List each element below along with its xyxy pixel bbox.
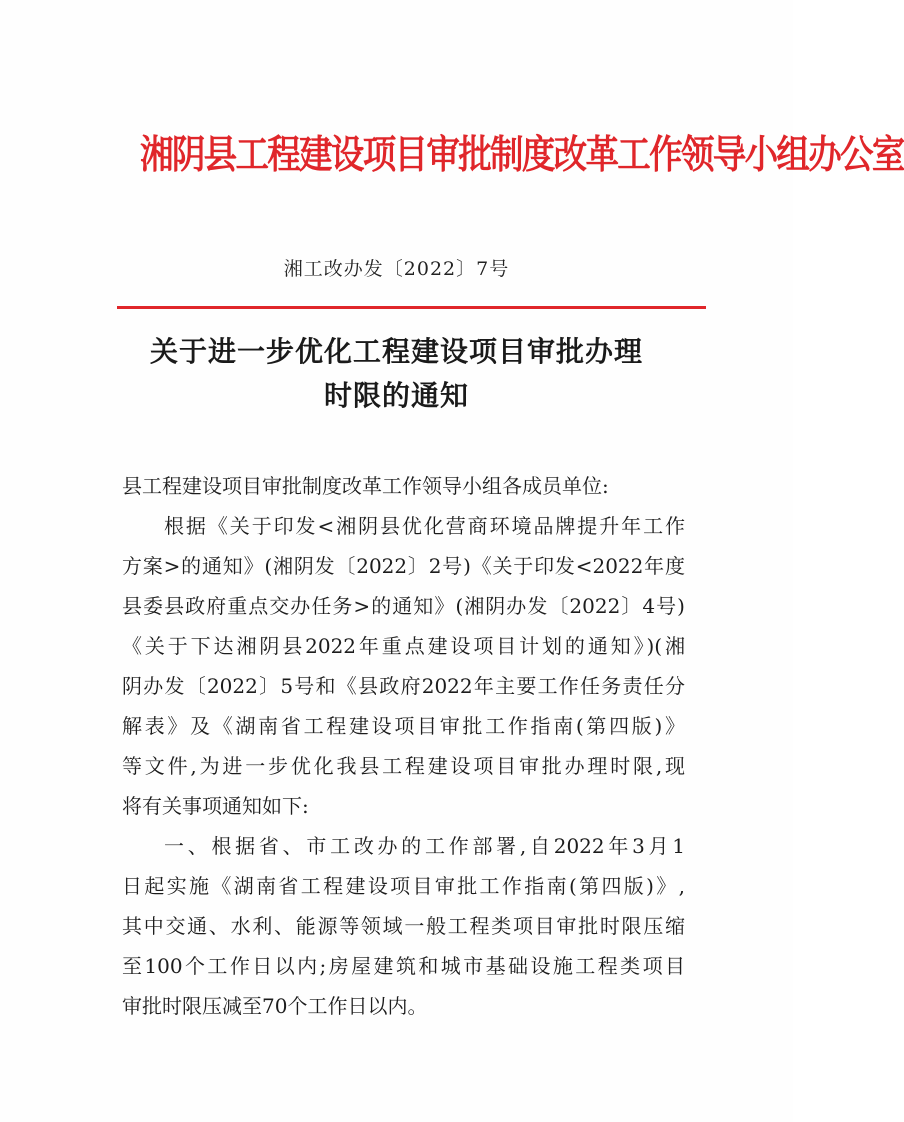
- paragraph-2-line: 审批时限压减至70个工作日以内。: [122, 994, 428, 1018]
- salutation: 县工程建设项目审批制度改革工作领导小组各成员单位:: [122, 474, 609, 498]
- paragraph-2-line: 一、根据省、市工改办的工作部署,自2022年3月1: [164, 834, 685, 858]
- paragraph-2: [122, 826, 685, 1026]
- paragraph-1-line: 等文件,为进一步优化我县工程建设项目审批办理时限,现: [122, 754, 685, 778]
- document-title: [0, 330, 793, 418]
- paragraph-1-line: 阴办发〔2022〕5号和《县政府2022年主要工作任务责任分: [122, 674, 685, 698]
- paragraph-1-line: 解表》及《湖南省工程建设项目审批工作指南(第四版)》: [122, 714, 685, 738]
- issuing-organization-header: 湘阴县工程建设项目审批制度改革工作领导小组办公室: [140, 132, 904, 178]
- title-line-2: 时限的通知: [323, 379, 469, 412]
- paragraph-1-line: 将有关事项通知如下:: [122, 794, 309, 818]
- paragraph-1: [122, 506, 685, 826]
- red-divider-line: [117, 306, 706, 309]
- paragraph-1-line: 方案>的通知》(湘阴发〔2022〕2号)《关于印发<2022年度: [122, 554, 685, 578]
- document-body: [122, 466, 685, 1026]
- paragraph-2-line: 至100个工作日以内;房屋建筑和城市基础设施工程类项目: [122, 954, 685, 978]
- paragraph-1-line: 县委县政府重点交办任务>的通知》(湘阴办发〔2022〕4号): [122, 594, 685, 618]
- paragraph-1-line: 根据《关于印发<湘阴县优化营商环境品牌提升年工作: [164, 514, 685, 538]
- paragraph-1-line: 《关于下达湘阴县2022年重点建设项目计划的通知》)(湘: [122, 634, 685, 658]
- paragraph-2-line: 日起实施《湖南省工程建设项目审批工作指南(第四版)》,: [122, 874, 685, 898]
- title-line-1: 关于进一步优化工程建设项目审批办理: [149, 335, 643, 368]
- paragraph-2-line: 其中交通、水利、能源等领域一般工程类项目审批时限压缩: [122, 914, 685, 938]
- document-number: 湘工改办发〔2022〕7号: [283, 258, 510, 280]
